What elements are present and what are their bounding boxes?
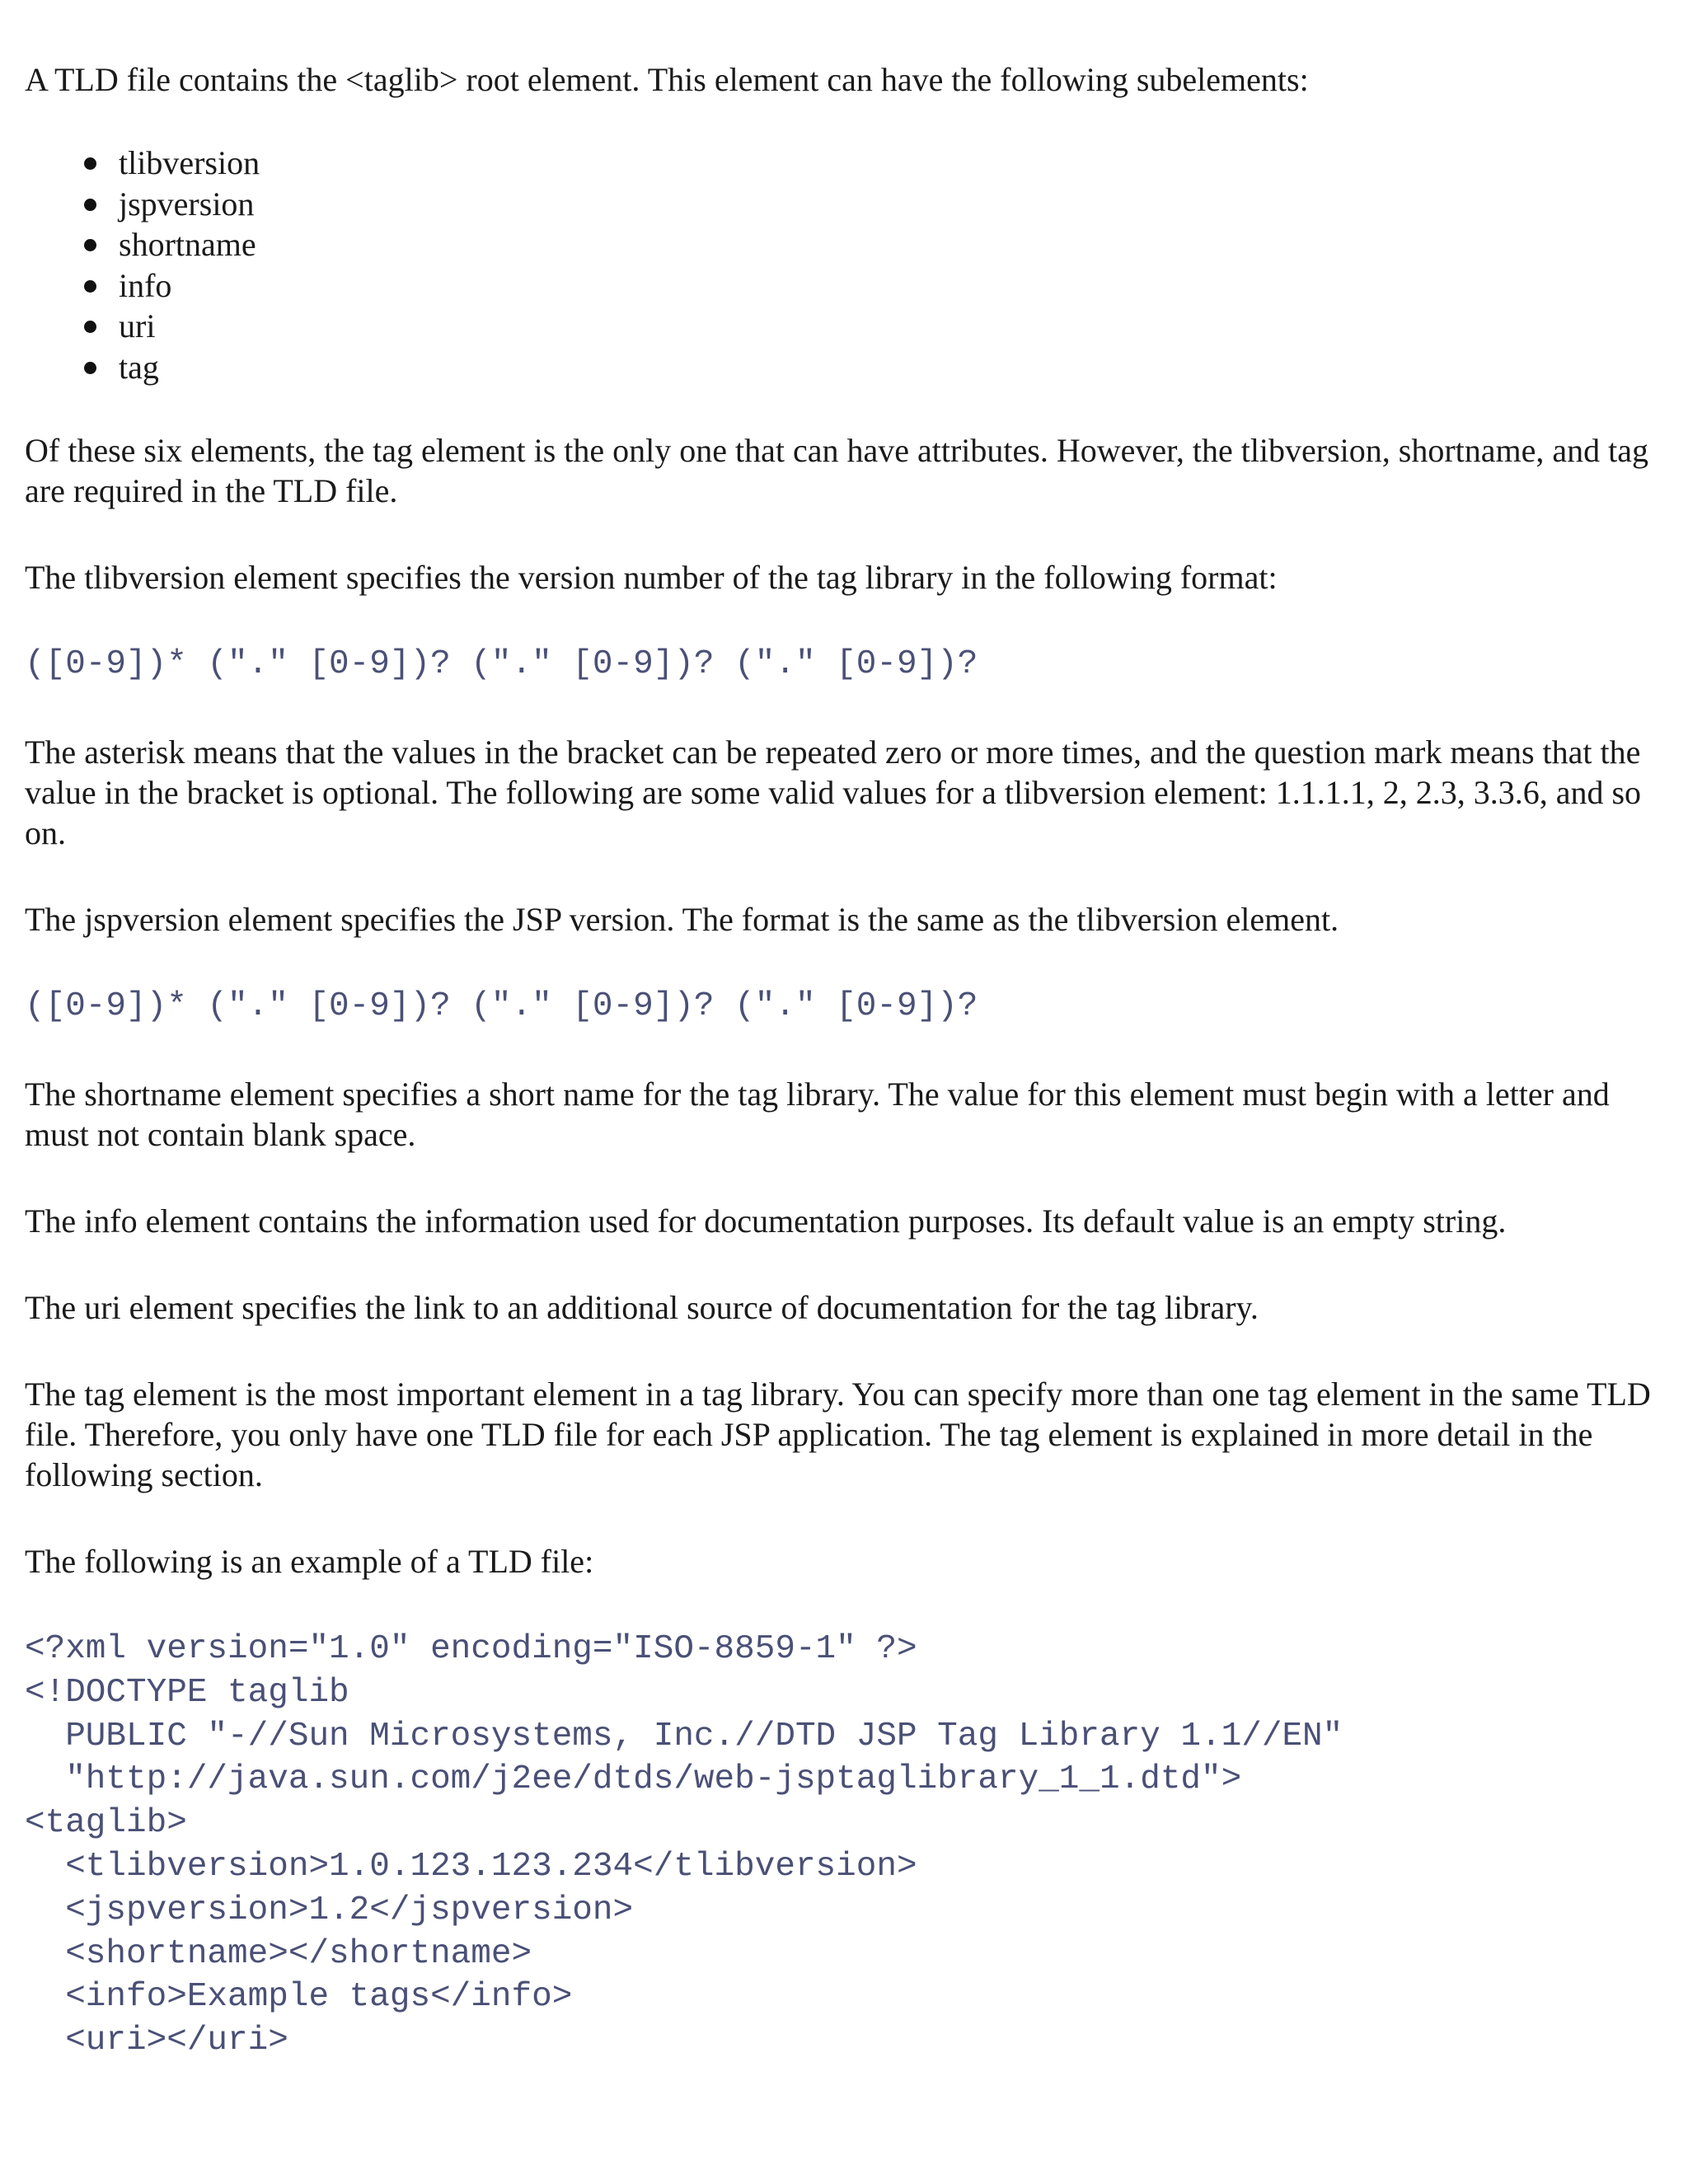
subelement-list: [25, 143, 1665, 387]
tld-example-code: <?xml version="1.0" encoding="ISO-8859-1" ?> <!DOCTYPE taglib PUBLIC "-//Sun Microsystems, Inc.//DTD JSP Tag Library 1.1//EN" "http://java.sun.com/j2ee/dtds/web-jsptaglibrary_1_1.dtd"> <taglib> <tlibversion>1.0.123.123.234</tlibversion> <jspversion>1.2</jspversion> <shortname></shortname> <info>Example tags</info> <uri></uri>: [25, 1630, 1343, 2060]
document-page: [25, 59, 1665, 2063]
list-item-text: tag: [119, 348, 159, 386]
bullet-icon: [84, 280, 96, 293]
six-elements-paragraph: Of these six elements, the tag element is the only one that can have attributes. However, the tlibversion, shortname, and tag are required in the TLD file.: [25, 432, 1649, 509]
list-item: [84, 265, 1665, 307]
list-item-text: jspversion: [119, 185, 255, 223]
list-item: [84, 184, 1665, 225]
asterisk-paragraph: The asterisk means that the values in the bracket can be repeated zero or more times, and the question mark means that the value in the bracket is optional. The following are some valid values for a tlibversion element: 1.1.1.1, 2, 2.3, 3.3.6, and so on.: [25, 733, 1642, 851]
list-item-text: info: [119, 266, 172, 304]
uri-paragraph: The uri element specifies the link to an additional source of documentation for the tag library.: [25, 1289, 1259, 1326]
list-item-text: tlibversion: [119, 144, 260, 181]
jspversion-format-code: ([0-9])* ("." [0-9])? ("." [0-9])? ("." [0-9])?: [25, 987, 978, 1025]
bullet-icon: [84, 362, 96, 374]
bullet-icon: [84, 321, 96, 333]
list-item-text: shortname: [119, 226, 256, 263]
example-intro-paragraph: The following is an example of a TLD file:: [25, 1543, 594, 1580]
list-item: [84, 306, 1665, 347]
tlibversion-format-code: ([0-9])* ("." [0-9])? ("." [0-9])? ("." [0-9])?: [25, 645, 978, 683]
list-item: [84, 347, 1665, 388]
list-item-text: uri: [119, 307, 156, 344]
jspversion-paragraph: The jspversion element specifies the JSP version. The format is the same as the tlibversion element.: [25, 901, 1339, 938]
list-item: [84, 143, 1665, 184]
intro-paragraph: A TLD file contains the <taglib> root element. This element can have the following subelements:: [25, 61, 1309, 98]
tag-paragraph: The tag element is the most important element in a tag library. You can specify more than one tag element in the same TLD file. Therefore, you only have one TLD file for each JSP application. The tag element is explained in more detail in the following section.: [25, 1376, 1651, 1493]
info-paragraph: The info element contains the information used for documentation purposes. Its default value is an empty string.: [25, 1202, 1507, 1240]
bullet-icon: [84, 157, 96, 170]
bullet-icon: [84, 239, 96, 251]
bullet-icon: [84, 199, 96, 211]
tlibversion-paragraph: The tlibversion element specifies the version number of the tag library in the following format:: [25, 559, 1278, 596]
list-item: [84, 224, 1665, 265]
shortname-paragraph: The shortname element specifies a short name for the tag library. The value for this element must begin with a letter and must not contain blank space.: [25, 1076, 1610, 1153]
